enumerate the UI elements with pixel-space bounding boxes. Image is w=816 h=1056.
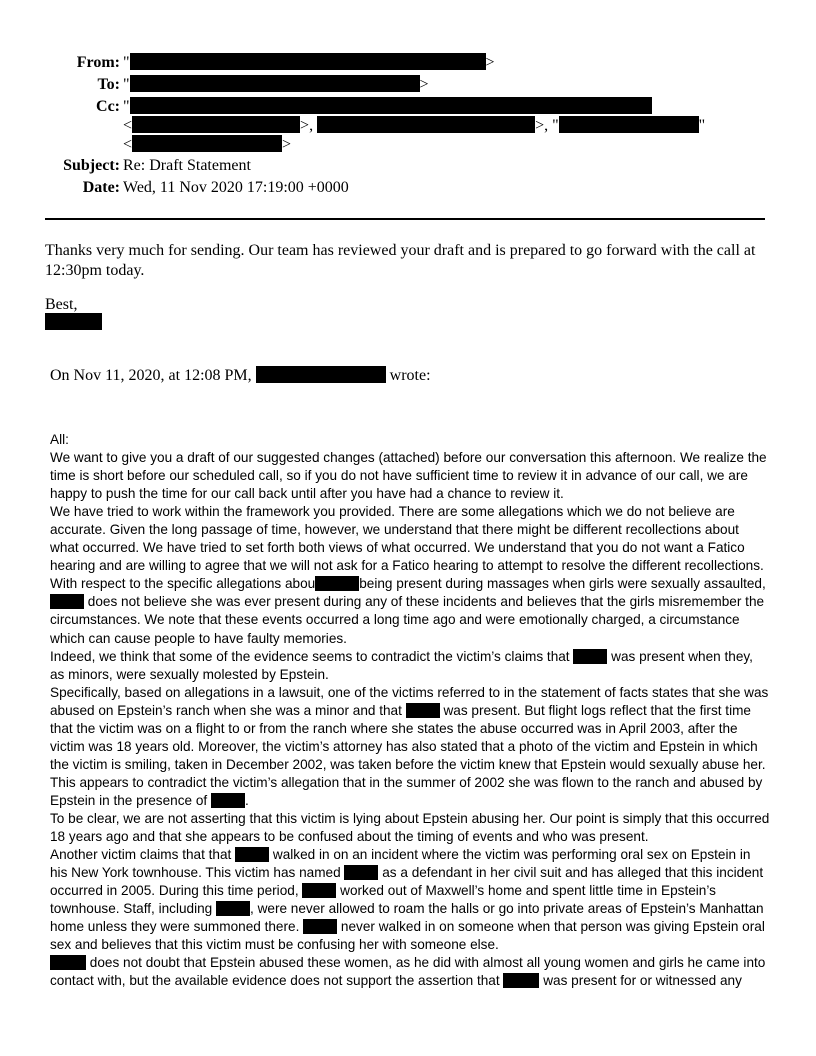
redaction-box — [132, 135, 282, 152]
redaction-box — [315, 576, 359, 591]
date-label: Date: — [82, 179, 120, 196]
redaction-box — [344, 865, 378, 880]
redaction-box — [302, 883, 336, 898]
cc-value-line-1: " — [123, 97, 652, 117]
redaction-box — [130, 97, 652, 114]
redaction-box — [216, 901, 250, 916]
redaction-box — [406, 703, 440, 718]
cc-label: Cc: — [96, 98, 120, 115]
quoted-paragraph: We have tried to work within the framework you provided. There are some allegations which we do not believe are accurate. Given the long passage of time, however, we understand that there might be different recollections about what occurred. We have tried to set forth both views of what occurred. We understand that you do not want a Fatico hearing and are willing to agree that we will not ask for a Fatico hearing to attempt to resolve the different recollections. — [50, 504, 764, 574]
header-divider — [45, 218, 765, 220]
redaction-box — [45, 313, 102, 330]
quoted-paragraph: does not doubt that Epstein abused these women, as he did with almost all young women and girls he came into contact with, but the available evidence does not support the assertion that was present for or witnessed any — [50, 955, 766, 989]
redaction-box — [573, 649, 607, 664]
redaction-box — [503, 973, 539, 988]
signature-redaction — [45, 313, 770, 333]
from-value: " > — [123, 54, 495, 71]
redaction-box — [50, 594, 84, 609]
reply-signoff: Best, — [45, 296, 78, 313]
cc-value-line-3: < > — [123, 136, 292, 153]
redaction-box — [317, 116, 535, 133]
reply-body: Thanks very much for sending. Our team has reviewed your draft and is prepared to go forward with the call at 12:30pm today. — [45, 242, 756, 279]
redaction-box — [235, 847, 269, 862]
quoted-paragraph: To be clear, we are not asserting that this victim is lying about Epstein abusing her. Our point is simply that this occurred 18 years ago and that she appears to be confused about the timing of events and who was present. — [50, 810, 770, 845]
redaction-box — [50, 955, 86, 970]
redaction-box — [130, 53, 486, 70]
to-label: To: — [97, 76, 120, 93]
redaction-box — [303, 919, 337, 934]
redaction-box — [559, 116, 699, 133]
redaction-box — [211, 793, 245, 808]
cc-value-line-2: < >, >, " " — [123, 117, 706, 134]
from-label: From: — [76, 54, 120, 71]
quoted-message — [50, 431, 770, 990]
to-value: " > — [123, 76, 429, 93]
redaction-box — [132, 116, 300, 133]
quoted-paragraph: We want to give you a draft of our suggested changes (attached) before our conversation this afternoon. We realize the time is short before our scheduled call, so if you do not have sufficient time to review it in advance of our call, we are happy to push the time for our call back until after you have had a chance to review it. — [50, 450, 767, 502]
redaction-box — [256, 366, 386, 383]
quoted-paragraph: With respect to the specific allegations abou being present during massages when girls were sexually assaulted, does not believe she was ever present during any of these incidents and believes that the girls misremember the circumstances. We note that these events occurred a long time ago and were emotionally charged, a circumstance which can cause people to have faulty memories. — [50, 576, 766, 646]
quote-attribution: On Nov 11, 2020, at 12:08 PM, wrote: — [50, 367, 431, 384]
subject-label: Subject: — [63, 157, 120, 174]
quoted-paragraph: Indeed, we think that some of the evidence seems to contradict the victim’s claims that was present when they, as minors, were sexually molested by Epstein. — [50, 648, 753, 682]
subject-value: Re: Draft Statement — [123, 157, 251, 174]
redaction-box — [130, 75, 420, 92]
quoted-paragraph: Specifically, based on allegations in a lawsuit, one of the victims referred to in the statement of facts states that she was abused on Epstein’s ranch when she was a minor and that was present. But flight logs reflect that the first time that the victim was on a flight to or from the ranch where she states the abuse occurred was in April 2003, after the victim was 18 years old. Moreover, the victim’s attorney has also stated that a photo of the victim and Epstein in which the victim is smiling, taken in December 2002, was taken before the victim knew that Epstein would sexually abuse her. This appears to contradict the victim’s allegation that in the summer of 2002 she was flown to the ranch and abused by Epstein in the presence of . — [50, 684, 769, 808]
date-value: Wed, 11 Nov 2020 17:19:00 +0000 — [123, 179, 349, 196]
quoted-paragraph: Another victim claims that that walked in on an incident where the victim was performing oral sex on Epstein in his New York townhouse. This victim has named as a defendant in her civil suit and has alleged that this incident occurred in 2005. During this time period, worked out of Maxwell’s home and spent little time in Epstein’s townhouse. Staff, including , were never allowed to roam the halls or go into private areas of Epstein’s Manhattan home unless they were summoned there. never walked in on someone when that person was giving Epstein oral sex and believes that this victim must be confusing her with someone else. — [50, 847, 765, 953]
quoted-greeting: All: — [50, 432, 69, 447]
